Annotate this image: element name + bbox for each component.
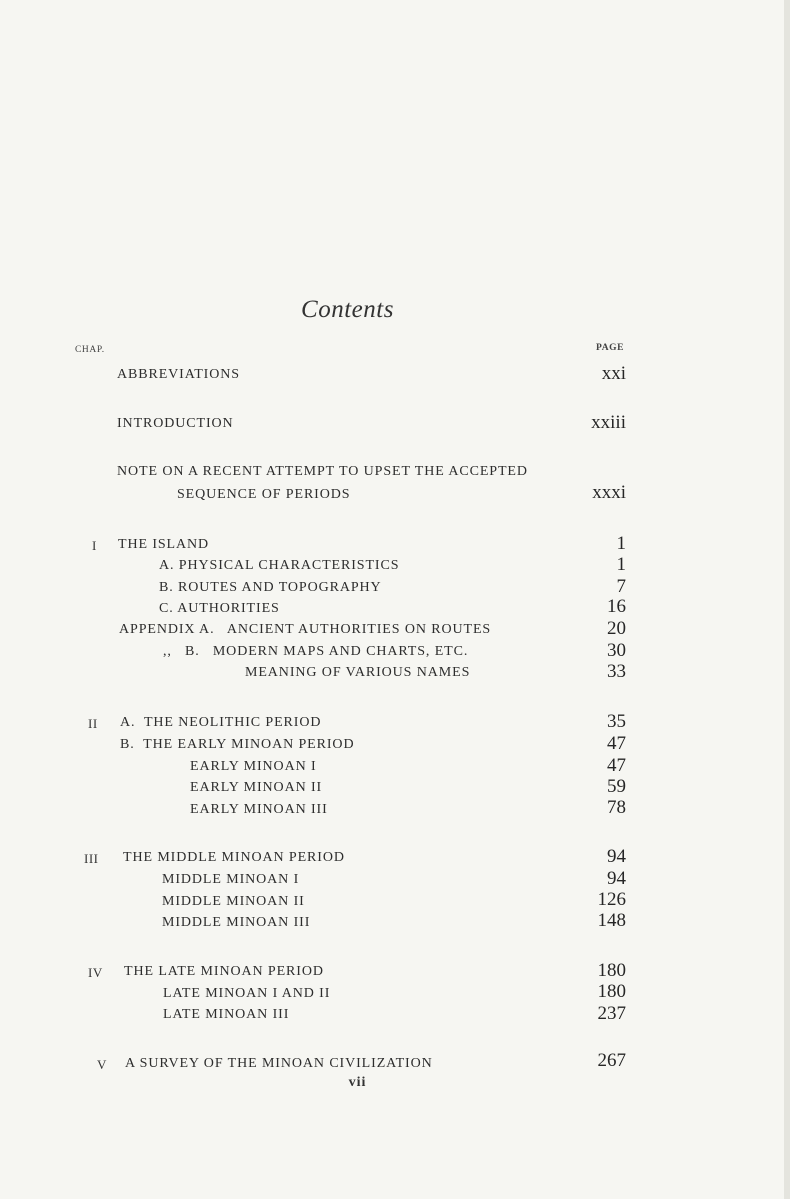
entry-early-minoan-i: EARLY MINOAN I — [190, 759, 317, 774]
entry-appendix-b: ,, B. MODERN MAPS AND CHARTS, ETC. — [163, 644, 469, 659]
page-number: 267 — [597, 1050, 626, 1071]
entry-late-minoan-iii: LATE MINOAN III — [163, 1007, 290, 1022]
page-edge — [784, 0, 790, 1199]
page-number: 7 — [616, 576, 626, 597]
page-number: 94 — [607, 868, 626, 889]
chapter-numeral-iv: IV — [88, 965, 103, 980]
entry-middle-minoan-iii: MIDDLE MINOAN III — [162, 915, 311, 930]
page-number: 78 — [607, 797, 626, 818]
page-number: 47 — [607, 733, 626, 754]
chapter-numeral-iii: III — [84, 851, 99, 866]
entry-late-minoan-period: THE LATE MINOAN PERIOD — [124, 964, 324, 979]
entry-late-minoan-i-ii: LATE MINOAN I AND II — [163, 986, 331, 1001]
entry-appendix-a: APPENDIX A. ANCIENT AUTHORITIES ON ROUTES — [119, 622, 492, 637]
entry-early-minoan-ii: EARLY MINOAN II — [190, 780, 323, 795]
entry-meaning-names: MEANING OF VARIOUS NAMES — [245, 665, 471, 680]
page-number: 33 — [607, 661, 626, 682]
entry-authorities: C. AUTHORITIES — [159, 601, 280, 616]
page-number: 30 — [607, 640, 626, 661]
entry-early-minoan-period: B. THE EARLY MINOAN PERIOD — [120, 737, 355, 752]
chapter-column-header: CHAP. — [75, 345, 105, 355]
entry-note-line-2: SEQUENCE OF PERIODS — [177, 487, 351, 502]
entry-middle-minoan-period: THE MIDDLE MINOAN PERIOD — [123, 850, 345, 865]
page-number: 1 — [616, 554, 626, 575]
page-number: 59 — [607, 776, 626, 797]
page-number: xxxi — [592, 482, 626, 503]
entry-early-minoan-iii: EARLY MINOAN III — [190, 802, 328, 817]
chapter-numeral-ii: II — [88, 716, 98, 731]
page-number: 126 — [597, 889, 626, 910]
page-number: 148 — [597, 910, 626, 931]
page-number: 94 — [607, 846, 626, 867]
entry-introduction: INTRODUCTION — [117, 416, 234, 431]
folio-number: vii — [348, 1075, 367, 1090]
page-number: 47 — [607, 755, 626, 776]
entry-middle-minoan-i: MIDDLE MINOAN I — [162, 872, 300, 887]
chapter-numeral-i: I — [92, 538, 97, 553]
page-number: 35 — [607, 711, 626, 732]
page-number: 180 — [597, 960, 626, 981]
entry-the-island: THE ISLAND — [118, 537, 210, 552]
entry-routes-topography: B. ROUTES AND TOPOGRAPHY — [159, 580, 382, 595]
chapter-numeral-v: V — [97, 1057, 107, 1072]
page-number: 1 — [616, 533, 626, 554]
entry-middle-minoan-ii: MIDDLE MINOAN II — [162, 894, 305, 909]
page-number: xxi — [601, 363, 626, 384]
page-number: xxiii — [591, 412, 626, 433]
entry-neolithic: A. THE NEOLITHIC PERIOD — [120, 715, 322, 730]
entry-physical-characteristics: A. PHYSICAL CHARACTERISTICS — [159, 558, 400, 573]
entry-abbreviations: ABBREVIATIONS — [117, 367, 240, 382]
entry-survey: A SURVEY OF THE MINOAN CIVILIZATION — [125, 1056, 433, 1071]
page-column-header: PAGE — [596, 343, 625, 353]
page-number: 16 — [607, 596, 626, 617]
entry-note-line-1: NOTE ON A RECENT ATTEMPT TO UPSET THE ACCEPTED — [117, 464, 528, 479]
page-number: 180 — [597, 981, 626, 1002]
page-number: 20 — [607, 618, 626, 639]
page-number: 237 — [597, 1003, 626, 1024]
page-title: Contents — [301, 296, 394, 323]
